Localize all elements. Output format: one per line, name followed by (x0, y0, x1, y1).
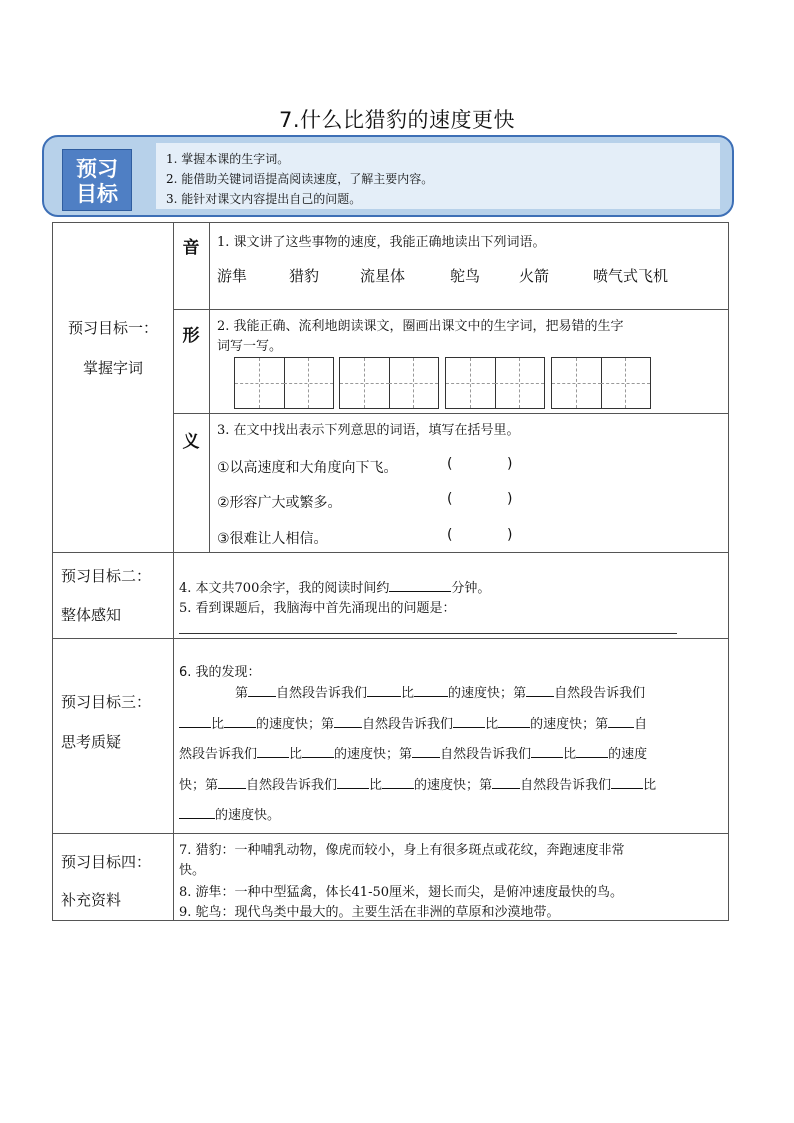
page-title: 7.什么比猎豹的速度更快 (278, 108, 516, 132)
section2-label-line1: 预习目标二： (61, 567, 152, 585)
q6: 6. 我的发现： (179, 665, 261, 680)
answer-paren-close: ) (507, 456, 513, 472)
section4-label-line1: 预习目标四： (61, 853, 152, 871)
note-line: 7. 猎豹：一种哺乳动物，像虎而较小，身上有很多斑点或花纹，奔跑速度非常 (179, 843, 625, 858)
q4 (179, 577, 490, 596)
goal-item: 3. 能针对课文内容提出自己的问题。 (166, 192, 362, 206)
section2-label-line2: 整体感知 (61, 606, 122, 624)
yin-char: 音 (182, 238, 200, 258)
yi-question: 3. 在文中找出表示下列意思的词语，填写在括号里。 (217, 423, 520, 438)
word-item: 流星体 (360, 267, 406, 285)
yi-item: ②形容广大或繁多。 (217, 495, 342, 511)
note-line: 9. 鸵鸟：现代鸟类中最大的。主要生活在非洲的草原和沙漠地带。 (179, 905, 560, 920)
q4-post: 分钟。 (451, 581, 491, 596)
word-item: 喷气式飞机 (593, 267, 669, 285)
word-item: 鸵鸟 (450, 267, 481, 285)
goals-list (156, 143, 720, 209)
answer-paren-open: ( (447, 456, 453, 472)
goals-badge (62, 149, 132, 211)
goal-item: 1. 掌握本课的生字词。 (166, 152, 290, 166)
goals-box (42, 135, 734, 217)
xing-question-line2: 词写一写。 (217, 339, 283, 354)
yin-question: 1. 课文讲了这些事物的速度，我能正确地读出下列词语。 (217, 235, 546, 250)
preview-table (52, 222, 729, 921)
writing-grid[interactable] (445, 357, 545, 409)
note-line: 8. 游隼：一种中型猛禽，体长41-50厘米，翅长而尖，是俯冲速度最快的鸟。 (179, 885, 624, 900)
word-item: 游隼 (217, 267, 248, 285)
section1-label-line2: 掌握字词 (82, 359, 143, 377)
goals-badge-line2: 目标 (76, 181, 118, 206)
note-line: 快。 (179, 863, 206, 878)
writing-grid[interactable] (339, 357, 439, 409)
answer-paren-open: ( (447, 491, 453, 507)
q4-blank[interactable] (389, 578, 451, 592)
q5: 5. 看到课题后，我脑海中首先涌现出的问题是： (179, 601, 456, 616)
section4-label-line2: 补充资料 (61, 891, 122, 909)
goals-badge-line1: 预习 (76, 156, 118, 181)
writing-grid[interactable] (551, 357, 651, 409)
word-item: 火箭 (519, 267, 550, 285)
answer-paren-open: ( (447, 527, 453, 543)
q5-answer-line[interactable] (179, 633, 677, 634)
q6-fill-paragraph: 第 自然段告诉我们 比 的速度快；第 自然段告诉我们 比 的速度快；第 自然段告诉我们 比 的速度快；第 自 然段告诉我们 比 的速度快；第 自然段告诉我们 比 的速度 快；第 自然段告诉我们 比 的速度快；第 自然段告诉我们 比 的速度快。 (179, 679, 724, 832)
answer-paren-close: ) (507, 491, 513, 507)
yi-item: ①以高速度和大角度向下飞。 (217, 460, 398, 476)
xing-question-line1: 2. 我能正确、流利地朗读课文，圈画出课文中的生字词，把易错的生字 (217, 319, 624, 334)
word-item: 猎豹 (289, 267, 320, 285)
xing-char: 形 (182, 326, 200, 346)
goal-item: 2. 能借助关键词语提高阅读速度，了解主要内容。 (166, 172, 434, 186)
section1-label-line1: 预习目标一： (67, 319, 158, 337)
section3-label-line1: 预习目标三： (61, 693, 152, 711)
word-list (217, 265, 717, 287)
writing-grid[interactable] (234, 357, 334, 409)
yi-char: 义 (182, 432, 200, 452)
q4-pre: 4. 本文共700余字，我的阅读时间约 (179, 581, 390, 596)
section3-label-line2: 思考质疑 (61, 733, 122, 751)
yi-item: ③很难让人相信。 (217, 531, 328, 547)
answer-paren-close: ) (507, 527, 513, 543)
